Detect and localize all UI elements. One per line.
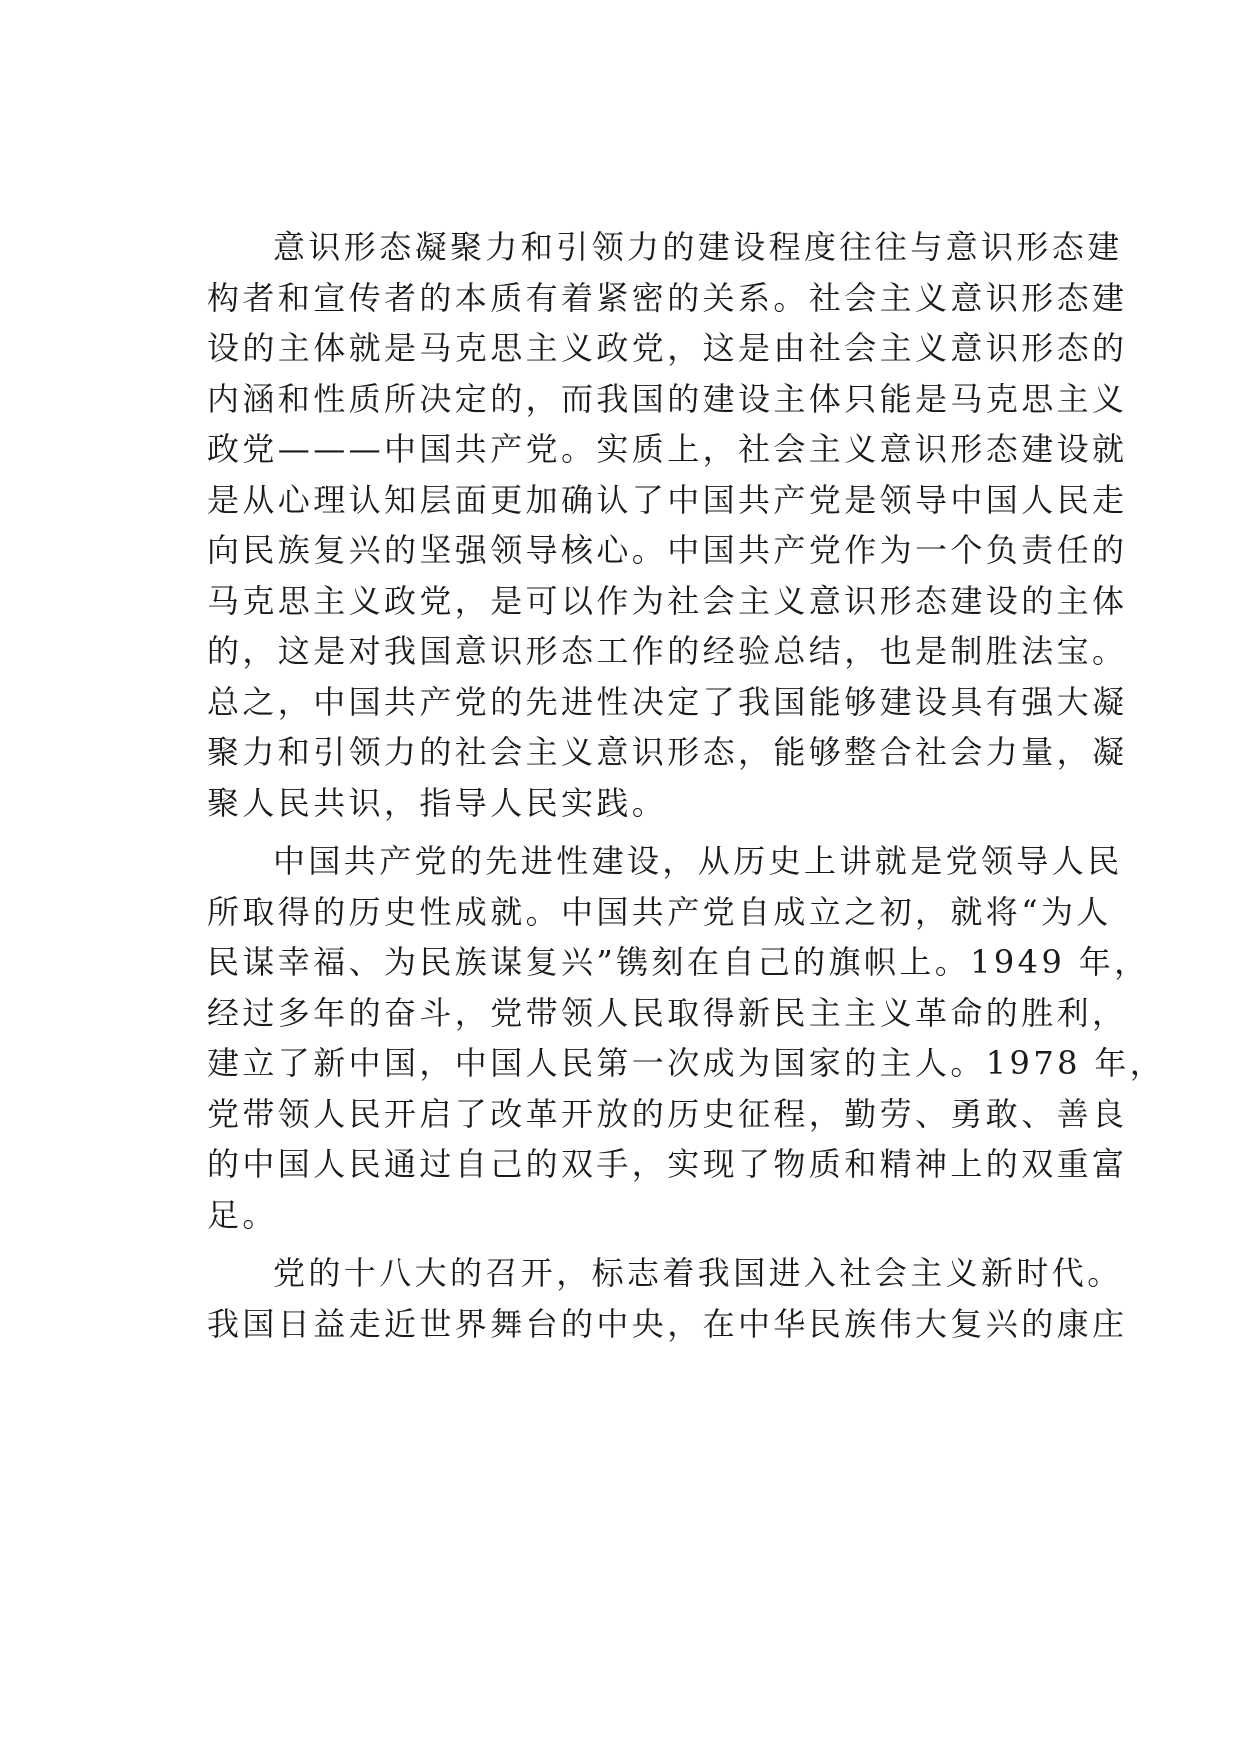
paragraph-line: 党的十八大的召开，标志着我国进入社会主义新时代。 [273, 1254, 1123, 1292]
paragraph-line: 聚人民共识，指导人民实践。 [207, 783, 668, 822]
paragraph-line: 足。 [207, 1195, 278, 1234]
paragraph-line: 政党———中国共产党。实质上，社会主义意识形态建设就 [207, 430, 1128, 468]
body-text [207, 222, 1166, 1349]
paragraph-line: 建立了新中国，中国人民第一次成为国家的主人。1978 年， [207, 1044, 1166, 1082]
paragraph-1 [207, 222, 1128, 828]
paragraph-line: 设的主体就是马克思主义政党，这是由社会主义意识形态的 [207, 329, 1128, 367]
paragraph-spacer [207, 1240, 1063, 1248]
paragraph-line: 的，这是对我国意识形态工作的经验总结，也是制胜法宝。 [207, 632, 1128, 670]
paragraph-line: 向民族复兴的坚强领导核心。中国共产党作为一个负责任的 [207, 531, 1128, 569]
paragraph-line: 意识形态凝聚力和引领力的建设程度往往与意识形态建 [273, 228, 1123, 266]
paragraph-line: 民谋幸福、为民族谋复兴”镌刻在自己的旗帜上。1949 年， [207, 943, 1150, 981]
paragraph-line: 中国共产党的先进性建设，从历史上讲就是党领导人民 [273, 842, 1123, 880]
paragraph-line: 总之，中国共产党的先进性决定了我国能够建设具有强大凝 [207, 682, 1128, 721]
paragraph-line: 所取得的历史性成就。中国共产党自成立之初，就将“为人 [207, 892, 1112, 931]
paragraph-spacer [207, 828, 1063, 836]
paragraph-line: 我国日益走近世界舞台的中央，在中华民族伟大复兴的康庄 [207, 1304, 1128, 1343]
paragraph-2 [207, 836, 1166, 1240]
paragraph-line: 的中国人民通过自己的双手，实现了物质和精神上的双重富 [207, 1145, 1128, 1183]
paragraph-line: 马克思主义政党，是可以作为社会主义意识形态建设的主体 [207, 581, 1128, 620]
paragraph-line: 党带领人民开启了改革开放的历史征程，勤劳、勇敢、善良 [207, 1094, 1128, 1133]
paragraph-line: 聚力和引领力的社会主义意识形态，能够整合社会力量，凝 [207, 733, 1128, 771]
paragraph-line: 内涵和性质所决定的，而我国的建设主体只能是马克思主义 [207, 379, 1128, 418]
paragraph-line: 是从心理认知层面更加确认了中国共产党是领导中国人民走 [207, 480, 1128, 519]
paragraph-line: 经过多年的奋斗，党带领人民取得新民主主义革命的胜利， [207, 993, 1128, 1032]
paragraph-3 [207, 1248, 1128, 1349]
paragraph-line: 构者和宣传者的本质有着紧密的关系。社会主义意识形态建 [207, 278, 1128, 317]
